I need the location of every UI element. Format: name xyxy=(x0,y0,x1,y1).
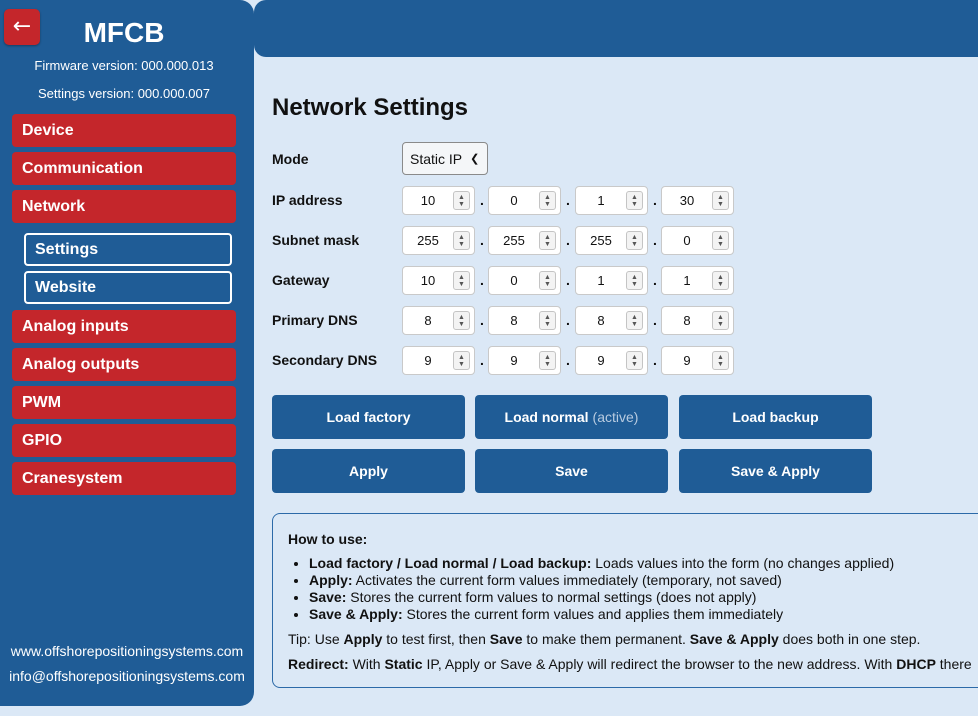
spinner-icon[interactable]: ▲ ▼ xyxy=(712,311,729,330)
help-item: • Save & Apply: Stores the current form values and applies them immediately xyxy=(309,606,894,623)
help-title: How to use: xyxy=(288,531,368,547)
nav-network[interactable]: Network xyxy=(12,190,236,223)
save-apply-button[interactable]: Save & Apply xyxy=(679,449,872,493)
chevron-down-icon: ❮ xyxy=(470,153,480,165)
help-box xyxy=(272,513,978,688)
octet-separator: . xyxy=(653,272,657,288)
octet-separator: . xyxy=(480,312,484,328)
spinner-icon[interactable]: ▲ ▼ xyxy=(453,311,470,330)
page-title: Network Settings xyxy=(272,94,469,121)
apply-button[interactable]: Apply xyxy=(272,449,465,493)
ip-address-label: IP address xyxy=(272,192,343,208)
spinner-icon[interactable]: ▲ ▼ xyxy=(539,231,556,250)
octet-separator: . xyxy=(566,352,570,368)
nav-network-settings[interactable]: Settings xyxy=(24,233,232,266)
help-item: • Apply: Activates the current form values immediately (temporary, not saved) xyxy=(309,572,894,589)
mode-select[interactable] xyxy=(402,142,488,175)
primary-dns-label: Primary DNS xyxy=(272,312,358,328)
help-list xyxy=(289,555,894,623)
spinner-icon[interactable]: ▲ ▼ xyxy=(712,231,729,250)
mode-label: Mode xyxy=(272,151,309,167)
octet-separator: . xyxy=(566,232,570,248)
octet-separator: . xyxy=(480,352,484,368)
nav-communication[interactable]: Communication xyxy=(12,152,236,185)
subnet-mask-label: Subnet mask xyxy=(272,232,360,248)
primary-dns-octet-1[interactable]: 8 ▲ ▼ xyxy=(402,306,475,335)
load-backup-button[interactable]: Load backup xyxy=(679,395,872,439)
spinner-icon[interactable]: ▲ ▼ xyxy=(626,231,643,250)
gateway-octet-4[interactable]: 1 ▲ ▼ xyxy=(661,266,734,295)
brand-title: MFCB xyxy=(83,17,165,48)
email-link[interactable]: info@offshorepositioningsystems.com xyxy=(9,668,245,684)
save-button[interactable]: Save xyxy=(475,449,668,493)
help-item: • Save: Stores the current form values to normal settings (does not apply) xyxy=(309,589,894,606)
sidebar xyxy=(0,0,254,706)
octet-separator: . xyxy=(653,192,657,208)
spinner-icon[interactable]: ▲ ▼ xyxy=(539,191,556,210)
nav-gpio[interactable]: GPIO xyxy=(12,424,236,457)
ip-address-octet-4[interactable]: 30 ▲ ▼ xyxy=(661,186,734,215)
nav-device[interactable]: Device xyxy=(12,114,236,147)
help-tip: Tip: Use Apply to test first, then Save to make them permanent. Save & Apply does both in one step. xyxy=(288,631,921,647)
octet-separator: . xyxy=(566,312,570,328)
nav-analog-outputs[interactable]: Analog outputs xyxy=(12,348,236,381)
gateway-octet-2[interactable]: 0 ▲ ▼ xyxy=(488,266,561,295)
subnet-mask-octet-4[interactable]: 0 ▲ ▼ xyxy=(661,226,734,255)
spinner-icon[interactable]: ▲ ▼ xyxy=(712,271,729,290)
secondary-dns-octet-2[interactable]: 9 ▲ ▼ xyxy=(488,346,561,375)
octet-separator: . xyxy=(566,272,570,288)
help-item: • Load factory / Load normal / Load backup: Loads values into the form (no changes applied) xyxy=(309,555,894,572)
secondary-dns-octet-3[interactable]: 9 ▲ ▼ xyxy=(575,346,648,375)
primary-dns-octet-4[interactable]: 8 ▲ ▼ xyxy=(661,306,734,335)
octet-separator: . xyxy=(653,352,657,368)
website-link[interactable]: www.offshorepositioningsystems.com xyxy=(10,643,244,659)
spinner-icon[interactable]: ▲ ▼ xyxy=(453,351,470,370)
spinner-icon[interactable]: ▲ ▼ xyxy=(453,271,470,290)
octet-separator: . xyxy=(480,272,484,288)
primary-dns-octet-3[interactable]: 8 ▲ ▼ xyxy=(575,306,648,335)
spinner-icon[interactable]: ▲ ▼ xyxy=(626,351,643,370)
octet-separator: . xyxy=(566,192,570,208)
spinner-icon[interactable]: ▲ ▼ xyxy=(539,271,556,290)
spinner-icon[interactable]: ▲ ▼ xyxy=(539,311,556,330)
ip-address-octet-1[interactable]: 10 ▲ ▼ xyxy=(402,186,475,215)
nav-cranesystem[interactable]: Cranesystem xyxy=(12,462,236,495)
nav-pwm[interactable]: PWM xyxy=(12,386,236,419)
firmware-version: Firmware version: 000.000.013 xyxy=(34,58,214,73)
spinner-icon[interactable]: ▲ ▼ xyxy=(626,311,643,330)
subnet-mask-octet-3[interactable]: 255 ▲ ▼ xyxy=(575,226,648,255)
gateway-octet-1[interactable]: 10 ▲ ▼ xyxy=(402,266,475,295)
octet-separator: . xyxy=(480,232,484,248)
secondary-dns-octet-1[interactable]: 9 ▲ ▼ xyxy=(402,346,475,375)
spinner-icon[interactable]: ▲ ▼ xyxy=(626,191,643,210)
gateway-label: Gateway xyxy=(272,272,330,288)
gateway-octet-3[interactable]: 1 ▲ ▼ xyxy=(575,266,648,295)
primary-dns-octet-2[interactable]: 8 ▲ ▼ xyxy=(488,306,561,335)
arrow-left-icon: ← xyxy=(12,14,32,39)
subnet-mask-octet-1[interactable]: 255 ▲ ▼ xyxy=(402,226,475,255)
spinner-icon[interactable]: ▲ ▼ xyxy=(712,191,729,210)
spinner-icon[interactable]: ▲ ▼ xyxy=(453,191,470,210)
spinner-icon[interactable]: ▲ ▼ xyxy=(453,231,470,250)
octet-separator: . xyxy=(480,192,484,208)
octet-separator: . xyxy=(653,312,657,328)
help-redirect: Redirect: With Static IP, Apply or Save & Apply will redirect the browser to the new address. With DHCP there xyxy=(288,656,972,672)
header-bar xyxy=(254,0,978,57)
ip-address-octet-3[interactable]: 1 ▲ ▼ xyxy=(575,186,648,215)
subnet-mask-octet-2[interactable]: 255 ▲ ▼ xyxy=(488,226,561,255)
secondary-dns-label: Secondary DNS xyxy=(272,352,378,368)
spinner-icon[interactable]: ▲ ▼ xyxy=(626,271,643,290)
active-indicator: (active) xyxy=(592,409,639,425)
load-factory-button[interactable]: Load factory xyxy=(272,395,465,439)
secondary-dns-octet-4[interactable]: 9 ▲ ▼ xyxy=(661,346,734,375)
ip-address-octet-2[interactable]: 0 ▲ ▼ xyxy=(488,186,561,215)
spinner-icon[interactable]: ▲ ▼ xyxy=(712,351,729,370)
octet-separator: . xyxy=(653,232,657,248)
spinner-icon[interactable]: ▲ ▼ xyxy=(539,351,556,370)
settings-version: Settings version: 000.000.007 xyxy=(37,86,210,101)
nav-analog-inputs[interactable]: Analog inputs xyxy=(12,310,236,343)
nav-network-website[interactable]: Website xyxy=(24,271,232,304)
load-normal-button[interactable]: Load normal (active) xyxy=(475,395,668,439)
mode-select-value: Static IP xyxy=(410,150,463,167)
